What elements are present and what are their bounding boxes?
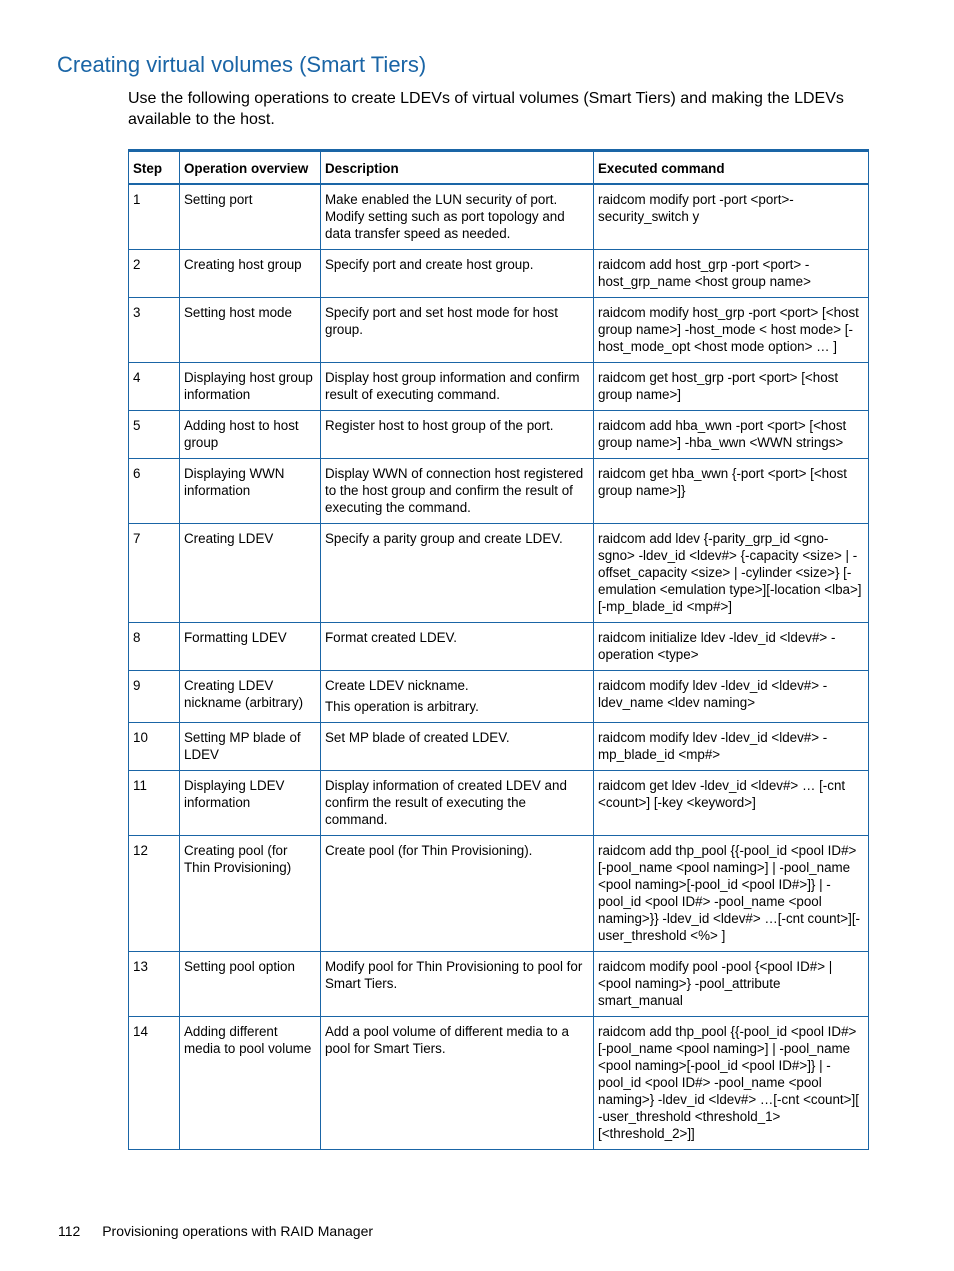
description-cell-text: Specify a parity group and create LDEV. bbox=[325, 531, 563, 546]
operation-cell-text: Setting MP blade of LDEV bbox=[184, 730, 301, 762]
table-row bbox=[129, 952, 869, 1017]
command-cell-text: raidcom add hba_wwn -port <port> [<host group name>] -hba_wwn <WWN strings> bbox=[598, 418, 847, 450]
description-cell bbox=[321, 459, 594, 524]
description-cell bbox=[321, 623, 594, 671]
step-cell bbox=[129, 771, 180, 836]
command-cell-text: raidcom modify ldev -ldev_id <ldev#> -mp_blade_id <mp#> bbox=[598, 730, 828, 762]
operation-cell bbox=[180, 671, 321, 723]
table-row bbox=[129, 623, 869, 671]
step-cell-text: 6 bbox=[133, 466, 141, 481]
command-cell bbox=[594, 952, 869, 1017]
description-cell bbox=[321, 723, 594, 771]
step-cell bbox=[129, 184, 180, 250]
operation-cell-text: Adding host to host group bbox=[184, 418, 299, 450]
step-cell-text: 9 bbox=[133, 678, 141, 693]
description-cell bbox=[321, 671, 594, 723]
page-title: Creating virtual volumes (Smart Tiers) bbox=[57, 52, 427, 77]
table-row bbox=[129, 836, 869, 952]
step-cell bbox=[129, 524, 180, 623]
step-cell-text: 2 bbox=[133, 257, 141, 272]
operation-cell bbox=[180, 771, 321, 836]
operation-cell bbox=[180, 952, 321, 1017]
operation-cell-text: Adding different media to pool volume bbox=[184, 1024, 312, 1056]
command-cell-text: raidcom add thp_pool {{-pool_id <pool ID#> [-pool_name <pool naming>] | -pool_name <pool naming>[-pool_id <pool ID#>]} | -pool_id <pool ID#> -pool_name <pool naming>} -ldev_id <ldev#> …[-cnt <count>][ -user_threshold <threshold_1> [<threshold_2>]] bbox=[598, 1024, 859, 1141]
step-cell bbox=[129, 836, 180, 952]
description-cell-text: Set MP blade of created LDEV. bbox=[325, 730, 510, 745]
step-cell bbox=[129, 723, 180, 771]
operation-cell bbox=[180, 623, 321, 671]
operation-cell-text: Formatting LDEV bbox=[184, 630, 287, 645]
description-cell-text: Specify port and create host group. bbox=[325, 257, 534, 272]
table-row bbox=[129, 250, 869, 298]
description-cell bbox=[321, 363, 594, 411]
header-operation-overview: Operation overview bbox=[180, 151, 321, 185]
step-cell bbox=[129, 623, 180, 671]
operation-cell-text: Setting host mode bbox=[184, 305, 292, 320]
command-cell bbox=[594, 250, 869, 298]
description-cell-text: Add a pool volume of different media to a pool for Smart Tiers. bbox=[325, 1024, 569, 1056]
operation-cell-text: Creating LDEV nickname (arbitrary) bbox=[184, 678, 304, 710]
description-cell bbox=[321, 952, 594, 1017]
step-cell-text: 5 bbox=[133, 418, 141, 433]
step-cell-text: 14 bbox=[133, 1024, 148, 1039]
command-cell-text: raidcom add ldev {-parity_grp_id <gno-sgno> -ldev_id <ldev#> {-capacity <size> | -offset_capacity <size> | -cylinder <size>} [-emulation <emulation type>][-location <lba>][-mp_blade_id <mp#>] bbox=[598, 531, 862, 614]
command-cell-text: raidcom add host_grp -port <port> -host_grp_name <host group name> bbox=[598, 257, 811, 289]
operation-cell bbox=[180, 411, 321, 459]
table-row bbox=[129, 184, 869, 250]
command-cell bbox=[594, 1017, 869, 1150]
step-cell bbox=[129, 250, 180, 298]
operation-cell bbox=[180, 836, 321, 952]
command-cell bbox=[594, 524, 869, 623]
operation-cell bbox=[180, 524, 321, 623]
command-cell-text: raidcom modify port -port <port>-security_switch y bbox=[598, 192, 794, 224]
table-row bbox=[129, 524, 869, 623]
operation-cell bbox=[180, 298, 321, 363]
step-cell-text: 4 bbox=[133, 370, 141, 385]
description-cell bbox=[321, 771, 594, 836]
operation-cell-text: Creating LDEV bbox=[184, 531, 274, 546]
table-row bbox=[129, 723, 869, 771]
step-cell-text: 10 bbox=[133, 730, 148, 745]
operation-cell bbox=[180, 723, 321, 771]
operation-cell-text: Displaying LDEV information bbox=[184, 778, 285, 810]
table-row bbox=[129, 671, 869, 723]
operation-cell-text: Setting port bbox=[184, 192, 253, 207]
description-cell-text: Create LDEV nickname. bbox=[325, 678, 469, 693]
table-row bbox=[129, 363, 869, 411]
operation-cell bbox=[180, 459, 321, 524]
table-row bbox=[129, 298, 869, 363]
header-description: Description bbox=[321, 151, 594, 185]
operations-table bbox=[128, 149, 869, 1150]
operation-cell-text: Setting pool option bbox=[184, 959, 295, 974]
command-cell bbox=[594, 771, 869, 836]
step-cell bbox=[129, 671, 180, 723]
command-cell bbox=[594, 298, 869, 363]
header-step: Step bbox=[129, 151, 180, 185]
step-cell-text: 11 bbox=[133, 778, 147, 793]
command-cell-text: raidcom get host_grp -port <port> [<host group name>] bbox=[598, 370, 839, 402]
description-cell bbox=[321, 411, 594, 459]
command-cell-text: raidcom get ldev -ldev_id <ldev#> … [-cnt <count>] [-key <keyword>] bbox=[598, 778, 846, 810]
step-cell-text: 1 bbox=[133, 192, 141, 207]
command-cell bbox=[594, 836, 869, 952]
operation-cell bbox=[180, 250, 321, 298]
description-cell bbox=[321, 184, 594, 250]
footer-section-title: Provisioning operations with RAID Manager bbox=[102, 1223, 374, 1239]
step-cell bbox=[129, 1017, 180, 1150]
description-cell-text: Specify port and set host mode for host group. bbox=[325, 305, 558, 337]
command-cell bbox=[594, 363, 869, 411]
table-header-row bbox=[129, 151, 869, 185]
operation-cell-text: Creating host group bbox=[184, 257, 302, 272]
operation-cell-text: Displaying host group information bbox=[184, 370, 313, 402]
operation-cell-text: Creating pool (for Thin Provisioning) bbox=[184, 843, 292, 875]
table-row bbox=[129, 771, 869, 836]
description-cell-text: Display WWN of connection host registered to the host group and confirm the result of executing the command. bbox=[325, 466, 584, 515]
description-cell-text: Display host group information and confirm result of executing command. bbox=[325, 370, 580, 402]
operation-cell-text: Displaying WWN information bbox=[184, 466, 285, 498]
step-cell bbox=[129, 459, 180, 524]
command-cell bbox=[594, 671, 869, 723]
description-cell bbox=[321, 250, 594, 298]
operation-cell bbox=[180, 184, 321, 250]
command-cell-text: raidcom modify pool -pool {<pool ID#> | <pool naming>} -pool_attribute smart_manual bbox=[598, 959, 833, 1008]
description-cell bbox=[321, 836, 594, 952]
command-cell-text: raidcom add thp_pool {{-pool_id <pool ID#> [-pool_name <pool naming>] | -pool_name <pool naming>[-pool_id <pool ID#>]} | -pool_id <pool ID#> -pool_name <pool naming>}} -ldev_id <ldev#> …[-cnt count>][-user_threshold <%> ] bbox=[598, 843, 861, 943]
step-cell-text: 8 bbox=[133, 630, 141, 645]
command-cell-text: raidcom modify host_grp -port <port> [<host group name>] -host_mode < host mode> [-host_mode_opt <host mode option> … ] bbox=[598, 305, 859, 354]
step-cell bbox=[129, 952, 180, 1017]
operation-cell bbox=[180, 363, 321, 411]
command-cell-text: raidcom initialize ldev -ldev_id <ldev#> -operation <type> bbox=[598, 630, 836, 662]
operation-cell bbox=[180, 1017, 321, 1150]
page-number: 112 bbox=[58, 1223, 81, 1239]
description-note: This operation is arbitrary. bbox=[325, 699, 479, 714]
command-cell bbox=[594, 459, 869, 524]
description-cell-text: Make enabled the LUN security of port. Modify setting such as port topology and data transfer speed as needed. bbox=[325, 192, 565, 241]
step-cell bbox=[129, 363, 180, 411]
step-cell-text: 13 bbox=[133, 959, 148, 974]
command-cell bbox=[594, 411, 869, 459]
command-cell bbox=[594, 184, 869, 250]
intro-paragraph: Use the following operations to create LDEVs of virtual volumes (Smart Tiers) and making the LDEVs available to the host. bbox=[128, 90, 844, 128]
step-cell-text: 12 bbox=[133, 843, 148, 858]
page-footer bbox=[58, 1223, 373, 1239]
description-cell bbox=[321, 1017, 594, 1150]
header-executed-command: Executed command bbox=[594, 151, 869, 185]
command-cell-text: raidcom modify ldev -ldev_id <ldev#> -ldev_name <ldev naming> bbox=[598, 678, 828, 710]
step-cell-text: 7 bbox=[133, 531, 141, 546]
command-cell bbox=[594, 623, 869, 671]
step-cell-text: 3 bbox=[133, 305, 141, 320]
description-cell-text: Register host to host group of the port. bbox=[325, 418, 554, 433]
table-row bbox=[129, 459, 869, 524]
table-row bbox=[129, 411, 869, 459]
command-cell-text: raidcom get hba_wwn {-port <port> [<host group name>]} bbox=[598, 466, 847, 498]
description-cell bbox=[321, 298, 594, 363]
description-cell-text: Create pool (for Thin Provisioning). bbox=[325, 843, 533, 858]
description-cell-text: Format created LDEV. bbox=[325, 630, 457, 645]
command-cell bbox=[594, 723, 869, 771]
description-cell bbox=[321, 524, 594, 623]
description-cell-text: Display information of created LDEV and confirm the result of executing the command. bbox=[325, 778, 567, 827]
step-cell bbox=[129, 411, 180, 459]
description-cell-text: Modify pool for Thin Provisioning to pool for Smart Tiers. bbox=[325, 959, 583, 991]
step-cell bbox=[129, 298, 180, 363]
table-row bbox=[129, 1017, 869, 1150]
